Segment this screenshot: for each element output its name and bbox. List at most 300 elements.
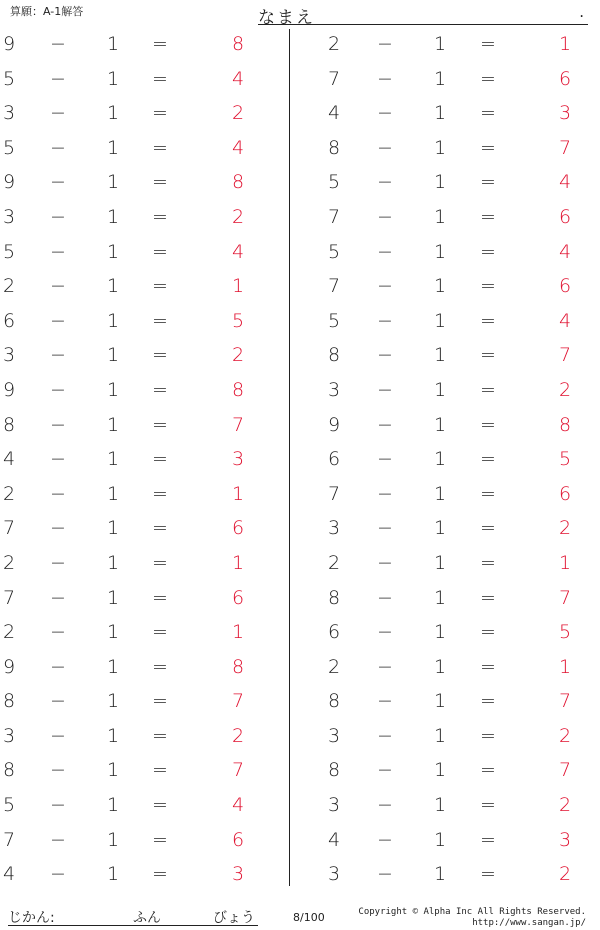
operand-b: 1 [107,413,120,436]
operand-b: 1 [107,655,120,678]
problem-row [290,29,600,64]
problem-row [290,64,600,99]
equals-sign: = [152,344,168,367]
minus-sign: − [50,621,66,644]
operand-a: 2 [3,482,16,505]
operand-a: 5 [3,240,16,263]
equals-sign: = [152,655,168,678]
minus-sign: − [50,551,66,574]
operand-a: 8 [3,759,16,782]
minus-sign: − [50,448,66,471]
problem-row [290,686,600,721]
copyright-notice [358,907,586,929]
answer: 1 [559,655,572,678]
equals-sign: = [480,413,496,436]
minus-sign: − [377,309,393,332]
operand-a: 5 [328,240,341,263]
operand-a: 7 [3,828,16,851]
equals-sign: = [480,275,496,298]
name-label: なまえ [258,8,315,28]
operand-b: 1 [107,621,120,644]
operand-a: 8 [328,759,341,782]
operand-a: 2 [3,551,16,574]
minus-sign: − [50,136,66,159]
operand-b: 1 [434,621,447,644]
equals-sign: = [152,794,168,817]
problem-row [290,652,600,687]
equals-sign: = [480,136,496,159]
problem-row [0,237,288,272]
answer: 4 [559,171,572,194]
operand-a: 3 [328,724,341,747]
operand-b: 1 [434,205,447,228]
operand-b: 1 [107,205,120,228]
minus-sign: − [50,344,66,367]
operand-b: 1 [107,171,120,194]
problem-row [290,444,600,479]
seconds-label: びょう [213,910,255,926]
minus-sign: − [50,33,66,55]
operand-a: 2 [328,33,341,55]
operand-b: 1 [107,102,120,125]
equals-sign: = [480,828,496,851]
operand-a: 2 [328,551,341,574]
equals-sign: = [480,240,496,263]
operand-a: 6 [3,309,16,332]
operand-a: 7 [3,586,16,609]
equals-sign: = [480,102,496,125]
problem-row [290,375,600,410]
problem-row [0,375,288,410]
operand-a: 7 [328,482,341,505]
minus-sign: − [377,240,393,263]
problem-row [290,617,600,652]
answer: 3 [232,448,245,471]
minus-sign: − [377,655,393,678]
problem-row [290,859,600,894]
answer: 7 [559,136,572,159]
problem-row [0,859,288,894]
problem-row [290,340,600,375]
operand-b: 1 [107,240,120,263]
minus-sign: − [50,482,66,505]
minus-sign: − [377,794,393,817]
minus-sign: − [50,413,66,436]
operand-a: 2 [3,621,16,644]
minus-sign: − [377,517,393,540]
answer: 7 [232,759,245,782]
problem-row [0,410,288,445]
operand-b: 1 [107,794,120,817]
problem-row [0,548,288,583]
equals-sign: = [480,655,496,678]
minus-sign: − [377,724,393,747]
operand-b: 1 [434,794,447,817]
minus-sign: − [377,551,393,574]
minus-sign: − [50,690,66,713]
right-problem-column [290,29,600,894]
operand-a: 4 [3,863,16,886]
operand-b: 1 [434,275,447,298]
operand-a: 3 [3,724,16,747]
equals-sign: = [480,863,496,886]
equals-sign: = [480,309,496,332]
equals-sign: = [480,551,496,574]
minus-sign: − [377,102,393,125]
problem-row [0,825,288,860]
operand-a: 3 [328,863,341,886]
equals-sign: = [152,205,168,228]
operand-b: 1 [107,863,120,886]
answer: 1 [559,33,572,55]
equals-sign: = [152,102,168,125]
operand-a: 7 [3,517,16,540]
operand-a: 9 [3,378,16,401]
answer: 4 [559,240,572,263]
operand-b: 1 [434,551,447,574]
minus-sign: − [50,724,66,747]
operand-a: 9 [328,413,341,436]
answer: 8 [559,413,572,436]
operand-b: 1 [434,690,447,713]
minus-sign: − [50,102,66,125]
problem-row [290,98,600,133]
minus-sign: − [377,448,393,471]
operand-a: 3 [3,205,16,228]
problem-row [0,479,288,514]
equals-sign: = [480,586,496,609]
minus-sign: − [377,759,393,782]
name-end-mark: . [579,3,586,21]
answer: 2 [559,794,572,817]
equals-sign: = [152,378,168,401]
answer: 1 [232,275,245,298]
problem-row [290,583,600,618]
operand-b: 1 [434,759,447,782]
problem-row [290,825,600,860]
minus-sign: − [377,482,393,505]
answer: 3 [559,102,572,125]
operand-b: 1 [434,67,447,90]
problem-row [0,306,288,341]
operand-a: 5 [3,794,16,817]
operand-b: 1 [107,136,120,159]
equals-sign: = [480,621,496,644]
minus-sign: − [50,759,66,782]
problem-row [290,237,600,272]
problem-row [290,479,600,514]
problem-row [290,202,600,237]
equals-sign: = [480,724,496,747]
minus-sign: − [377,33,393,55]
equals-sign: = [152,724,168,747]
equals-sign: = [480,205,496,228]
equals-sign: = [152,309,168,332]
answer: 1 [232,482,245,505]
answer: 1 [232,551,245,574]
operand-b: 1 [434,171,447,194]
problem-row [290,790,600,825]
problem-row [0,202,288,237]
operand-a: 2 [328,655,341,678]
equals-sign: = [480,759,496,782]
operand-a: 6 [328,621,341,644]
problem-row [0,513,288,548]
minus-sign: − [377,863,393,886]
operand-b: 1 [434,586,447,609]
problem-row [290,133,600,168]
operand-b: 1 [107,551,120,574]
answer: 2 [559,863,572,886]
answer: 3 [232,863,245,886]
equals-sign: = [152,517,168,540]
problem-row [290,306,600,341]
equals-sign: = [152,136,168,159]
operand-a: 2 [3,275,16,298]
problem-row [0,29,288,64]
worksheet-title: 算願：A-1解答 [10,5,84,18]
minus-sign: − [50,655,66,678]
equals-sign: = [152,33,168,55]
operand-b: 1 [107,759,120,782]
minus-sign: − [50,67,66,90]
answer: 4 [559,309,572,332]
equals-sign: = [152,759,168,782]
problem-row [0,167,288,202]
operand-a: 4 [328,828,341,851]
operand-a: 3 [328,794,341,817]
time-label: じかん: [8,910,55,926]
answer: 8 [232,33,245,55]
left-problem-column [0,29,288,894]
operand-b: 1 [434,33,447,55]
equals-sign: = [480,482,496,505]
operand-b: 1 [107,828,120,851]
equals-sign: = [480,33,496,55]
equals-sign: = [152,482,168,505]
answer: 4 [232,794,245,817]
problem-row [0,617,288,652]
operand-b: 1 [434,413,447,436]
answer: 4 [232,67,245,90]
problem-row [0,271,288,306]
answer: 7 [559,344,572,367]
equals-sign: = [152,621,168,644]
equals-sign: = [152,863,168,886]
operand-a: 8 [3,413,16,436]
minus-sign: − [50,794,66,817]
minus-sign: − [50,275,66,298]
operand-a: 8 [328,586,341,609]
name-field [258,3,588,28]
equals-sign: = [480,344,496,367]
answer: 2 [232,724,245,747]
operand-b: 1 [107,517,120,540]
operand-b: 1 [434,517,447,540]
operand-a: 7 [328,67,341,90]
problem-row [0,790,288,825]
problem-row [290,513,600,548]
answer: 6 [559,275,572,298]
minutes-label: ふん [133,910,161,926]
operand-b: 1 [434,344,447,367]
operand-a: 5 [3,136,16,159]
equals-sign: = [152,586,168,609]
answer: 6 [559,205,572,228]
equals-sign: = [480,690,496,713]
operand-b: 1 [434,863,447,886]
equals-sign: = [480,67,496,90]
answer: 8 [232,378,245,401]
operand-b: 1 [434,378,447,401]
problem-row [0,652,288,687]
operand-b: 1 [434,482,447,505]
operand-b: 1 [434,102,447,125]
operand-b: 1 [434,724,447,747]
minus-sign: − [50,517,66,540]
equals-sign: = [152,240,168,263]
answer: 7 [232,413,245,436]
answer: 2 [559,724,572,747]
operand-b: 1 [107,275,120,298]
equals-sign: = [152,67,168,90]
answer: 4 [232,240,245,263]
problem-row [290,167,600,202]
problem-row [0,721,288,756]
operand-b: 1 [107,724,120,747]
equals-sign: = [480,171,496,194]
minus-sign: − [50,586,66,609]
operand-a: 5 [328,309,341,332]
problem-row [0,98,288,133]
problem-row [0,755,288,790]
operand-a: 8 [3,690,16,713]
problem-row [0,133,288,168]
operand-b: 1 [107,309,120,332]
minus-sign: − [50,205,66,228]
minus-sign: − [377,378,393,401]
operand-b: 1 [434,240,447,263]
minus-sign: − [50,240,66,263]
minus-sign: − [377,171,393,194]
minus-sign: − [377,828,393,851]
problem-row [290,410,600,445]
answer: 1 [559,551,572,574]
answer: 2 [559,378,572,401]
operand-b: 1 [434,448,447,471]
operand-a: 6 [328,448,341,471]
answer: 6 [559,67,572,90]
minus-sign: − [50,863,66,886]
problem-row [290,721,600,756]
operand-b: 1 [107,448,120,471]
equals-sign: = [480,794,496,817]
time-record-line [8,905,258,926]
minus-sign: − [377,205,393,228]
answer: 3 [559,828,572,851]
operand-a: 3 [328,517,341,540]
minus-sign: − [377,413,393,436]
minus-sign: − [377,586,393,609]
answer: 4 [232,136,245,159]
answer: 6 [559,482,572,505]
operand-b: 1 [434,136,447,159]
answer: 7 [559,586,572,609]
equals-sign: = [152,171,168,194]
equals-sign: = [152,275,168,298]
problem-row [290,755,600,790]
operand-a: 4 [3,448,16,471]
minus-sign: − [377,136,393,159]
operand-b: 1 [107,690,120,713]
answer: 2 [232,102,245,125]
operand-b: 1 [434,828,447,851]
equals-sign: = [152,690,168,713]
operand-b: 1 [107,482,120,505]
operand-a: 7 [328,275,341,298]
answer: 5 [559,621,572,644]
operand-a: 9 [3,33,16,55]
problem-row [0,64,288,99]
operand-a: 3 [3,102,16,125]
problem-row [290,548,600,583]
page-number: 8/100 [293,911,325,924]
problem-row [0,686,288,721]
answer: 1 [232,621,245,644]
operand-a: 3 [3,344,16,367]
answer: 5 [559,448,572,471]
answer: 6 [232,828,245,851]
minus-sign: − [377,690,393,713]
equals-sign: = [152,413,168,436]
operand-b: 1 [107,586,120,609]
answer: 6 [232,517,245,540]
operand-a: 5 [328,171,341,194]
equals-sign: = [152,551,168,574]
operand-a: 7 [328,205,341,228]
equals-sign: = [480,448,496,471]
equals-sign: = [152,828,168,851]
operand-b: 1 [107,67,120,90]
answer: 5 [232,309,245,332]
minus-sign: − [377,67,393,90]
operand-a: 8 [328,344,341,367]
copyright-line: Copyright © Alpha Inc All Rights Reserved. [358,907,586,917]
problem-row [290,271,600,306]
website-url: http://www.sangan.jp/ [472,918,586,928]
equals-sign: = [480,517,496,540]
answer: 7 [559,690,572,713]
answer: 8 [232,655,245,678]
answer: 8 [232,171,245,194]
operand-a: 8 [328,136,341,159]
problem-row [0,583,288,618]
equals-sign: = [152,448,168,471]
operand-a: 3 [328,378,341,401]
operand-b: 1 [434,309,447,332]
equals-sign: = [480,378,496,401]
answer: 2 [559,517,572,540]
answer: 2 [232,344,245,367]
operand-b: 1 [107,344,120,367]
operand-a: 9 [3,655,16,678]
answer: 6 [232,586,245,609]
minus-sign: − [50,171,66,194]
problem-row [0,444,288,479]
operand-b: 1 [434,655,447,678]
minus-sign: − [377,344,393,367]
operand-b: 1 [107,378,120,401]
